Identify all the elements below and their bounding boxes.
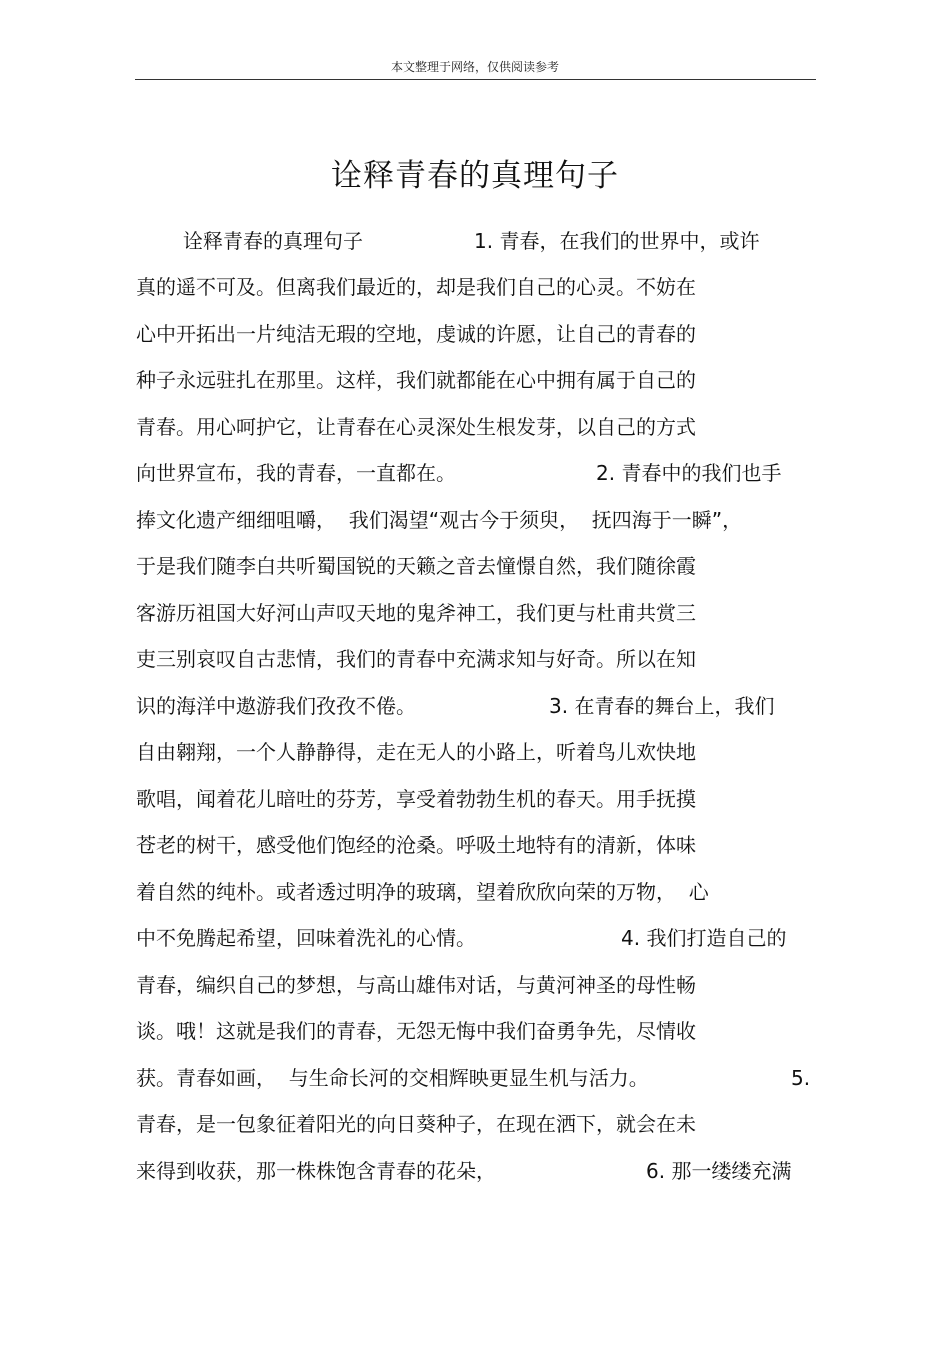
body-line-6-right: 2. 青春中的我们也手	[596, 461, 782, 485]
body-line-2: 真的遥不可及。但离我们最近的，却是我们自己的心灵。不妨在	[136, 275, 696, 299]
body-line-7: 捧文化遗产细细咀嚼， 我们渴望“观古今于须臾， 抚四海于一瞬”，	[136, 508, 743, 532]
body-line-11-left: 识的海洋中遨游我们孜孜不倦。	[136, 694, 416, 718]
body-line-11-right: 3. 在青春的舞台上，我们	[549, 694, 775, 718]
body-line-14: 苍老的树干，感受他们饱经的沧桑。呼吸土地特有的清新，体味	[136, 833, 696, 857]
body-line-19-left: 获。青春如画， 与生命长河的交相辉映更显生机与活力。	[136, 1066, 649, 1090]
body-line-16-right: 4. 我们打造自己的	[621, 926, 787, 950]
body-line-20: 青春，是一包象征着阳光的向日葵种子，在现在洒下，就会在未	[136, 1112, 696, 1136]
header-note: 本文整理于网络，仅供阅读参考	[390, 60, 559, 74]
body-line-19-right: 5.	[791, 1066, 811, 1090]
body-line-10: 吏三别哀叹自古悲情，我们的青春中充满求知与好奇。所以在知	[136, 647, 696, 671]
body-line-4: 种子永远驻扎在那里。这样，我们就都能在心中拥有属于自己的	[136, 368, 696, 392]
body-line-9: 客游历祖国大好河山声叹天地的鬼斧神工，我们更与杜甫共赏三	[136, 601, 696, 625]
body-line-21-left: 来得到收获，那一株株饱含青春的花朵，	[136, 1159, 496, 1183]
header-divider	[135, 79, 816, 80]
body-line-15: 着自然的纯朴。或者透过明净的玻璃，望着欣欣向荣的万物， 心	[136, 880, 709, 904]
body-line-1-right: 1. 青春，在我们的世界中，或许	[474, 229, 760, 253]
body-line-21-right: 6. 那一缕缕充满	[646, 1159, 792, 1183]
document-title: 诠释青春的真理句子	[331, 158, 619, 194]
body-line-13: 歌唱，闻着花儿暗吐的芬芳，享受着勃勃生机的春天。用手抚摸	[136, 787, 696, 811]
body-line-18: 谈。哦！这就是我们的青春，无怨无悔中我们奋勇争先，尽情收	[136, 1019, 696, 1043]
body-line-8: 于是我们随李白共听蜀国锐的天籁之音去憧憬自然，我们随徐霞	[136, 554, 696, 578]
body-line-12: 自由翱翔，一个人静静得，走在无人的小路上，听着鸟儿欢快地	[136, 740, 696, 764]
body-line-17: 青春，编织自己的梦想，与高山雄伟对话，与黄河神圣的母性畅	[136, 973, 696, 997]
body-line-6-left: 向世界宣布，我的青春，一直都在。	[136, 461, 456, 485]
body-line-1-left: 诠释青春的真理句子	[183, 229, 363, 253]
body-line-16-left: 中不免腾起希望，回味着洗礼的心情。	[136, 926, 476, 950]
body-line-5: 青春。用心呵护它，让青春在心灵深处生根发芽，以自己的方式	[136, 415, 696, 439]
body-line-3: 心中开拓出一片纯洁无瑕的空地，虔诚的许愿，让自己的青春的	[136, 322, 696, 346]
